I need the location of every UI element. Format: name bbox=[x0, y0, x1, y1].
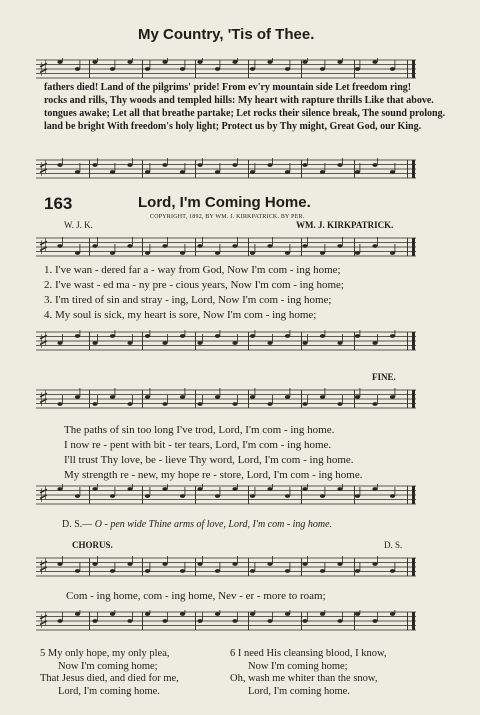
lyric-line: fathers died! Land of the pilgrims' pride! From ev'ry mountain side Let freedom ring! bbox=[44, 82, 412, 93]
fine-mark: FINE. bbox=[372, 372, 396, 382]
composer-credit: WM. J. KIRKPATRICK. bbox=[296, 220, 394, 230]
svg-text:♯: ♯ bbox=[38, 330, 49, 352]
lyric-line: land be bright With freedom's holy light; Protect us by Thy might, Great God, our King. bbox=[44, 121, 422, 132]
music-staff bbox=[36, 556, 416, 578]
music-staff bbox=[36, 236, 416, 258]
verse-line: The paths of sin too long I've trod, Lord, I'm com - ing home. bbox=[64, 424, 335, 436]
music-staff bbox=[36, 388, 416, 410]
verse-line: That Jesus died, and died for me, bbox=[40, 673, 179, 684]
verse-line: Oh, wash me whiter than the snow, bbox=[230, 673, 378, 684]
svg-text:♯: ♯ bbox=[38, 236, 49, 258]
verse-line: Lord, I'm coming home. bbox=[248, 685, 350, 697]
hymn-number: 163 bbox=[44, 194, 73, 213]
verse-5 bbox=[40, 648, 179, 698]
verse-line: 3. I'm tired of sin and stray - ing, Lord, Now I'm com - ing home; bbox=[44, 294, 332, 306]
verses-first-half bbox=[44, 263, 344, 323]
verse-line: I now re - pent with bit - ter tears, Lord, I'm com - ing home. bbox=[64, 439, 332, 451]
hymn-title: Lord, I'm Coming Home. bbox=[138, 194, 311, 211]
music-staff bbox=[36, 158, 416, 180]
svg-text:♯: ♯ bbox=[38, 388, 49, 410]
lyricist-credit: W. J. K. bbox=[64, 220, 93, 230]
verse-line: 6 I need His cleansing blood, I know, bbox=[230, 648, 387, 659]
verse-line: Lord, I'm coming home. bbox=[58, 685, 160, 697]
music-staff bbox=[36, 58, 416, 80]
music-staff bbox=[36, 330, 416, 352]
music-staff bbox=[36, 610, 416, 632]
verse-line: 2. I've wast - ed ma - ny pre - cious years, Now I'm com - ing home; bbox=[44, 279, 344, 291]
verse-line: I'll trust Thy love, be - lieve Thy word, Lord, I'm com - ing home. bbox=[64, 454, 354, 466]
chorus-label: CHORUS. bbox=[72, 540, 113, 550]
svg-text:♯: ♯ bbox=[38, 610, 49, 632]
top-hymn-lyrics bbox=[44, 81, 445, 133]
verse-line: 5 My only hope, my only plea, bbox=[40, 648, 170, 659]
verse-6 bbox=[230, 648, 387, 698]
music-staff bbox=[36, 484, 416, 506]
verse-line: My strength re - new, my hope re - store, Lord, I'm com - ing home. bbox=[64, 469, 363, 481]
verse-line: Now I'm coming home; bbox=[248, 660, 348, 672]
ds-line-text: O - pen wide Thine arms of love, Lord, I'm com - ing home. bbox=[94, 519, 333, 530]
ds-mark: D. S. bbox=[384, 540, 403, 550]
verse-line: 1. I've wan - dered far a - way from God, Now I'm com - ing home; bbox=[44, 264, 341, 276]
ds-line bbox=[62, 518, 332, 531]
svg-text:♯: ♯ bbox=[38, 556, 49, 578]
svg-text:♯: ♯ bbox=[38, 158, 49, 180]
svg-text:♯: ♯ bbox=[38, 58, 49, 80]
svg-text:♯: ♯ bbox=[38, 484, 49, 506]
verse-line: Now I'm coming home; bbox=[58, 660, 158, 672]
top-hymn-title: My Country, 'Tis of Thee. bbox=[138, 26, 315, 43]
copyright-notice: COPYRIGHT, 1892, BY WM. J. KIRKPATRICK. BY PER. bbox=[150, 214, 305, 220]
verses-second-half bbox=[64, 423, 363, 483]
lyric-line: tongues awake; Let all that breathe partake; Let rocks their silence break, The sound prolong. bbox=[44, 108, 446, 119]
lyric-line: rocks and rills, Thy woods and templed hills: My heart with rapture thrills Like that above. bbox=[44, 95, 434, 106]
chorus-lyrics: Com - ing home, com - ing home, Nev - er - more to roam; bbox=[66, 590, 326, 602]
ds-line-label: D. S.— bbox=[62, 519, 93, 530]
verse-line: 4. My soul is sick, my heart is sore, Now I'm com - ing home; bbox=[44, 309, 317, 321]
